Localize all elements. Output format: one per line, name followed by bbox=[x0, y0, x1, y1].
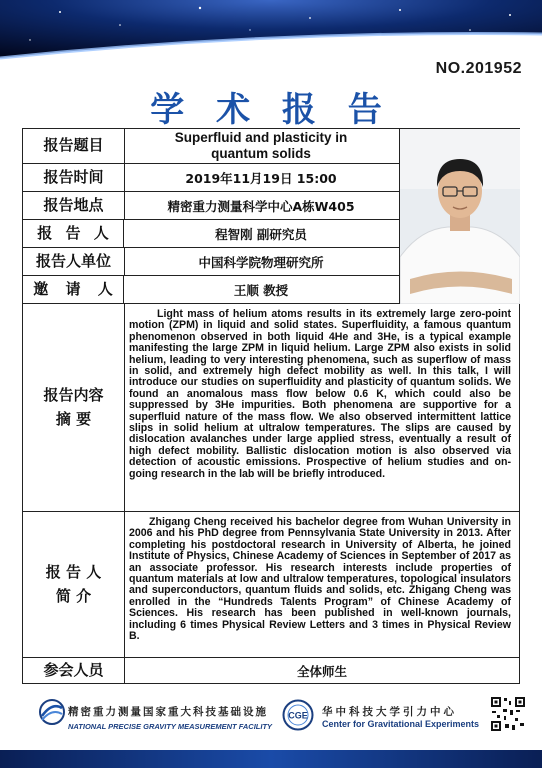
bio-label-line-1: 报 告 人 bbox=[45, 563, 102, 582]
bio-label-line-2: 简 介 bbox=[55, 586, 92, 605]
value-place: 精密重力测量科学中心A栋W405 bbox=[167, 198, 355, 214]
facility-name-cn: 精密重力测量国家重大科技基础设施 bbox=[68, 706, 268, 718]
bio-text: Zhigang Cheng received his bachelor degree from Wuhan University in 2006 and his PhD degree from Pennsylvania State University in 2013. After completing his postdoctoral research in University of Alberta, he joined Institute of Physics, Chinese Academy of Sciences in September of 2017 as an associate professor. His research interests include properties of quantum materials at low and ultralow temperatures, topological insulators and superconductors, quantum fluids and solids, etc. Zhigang Cheng was enrolled in the “Hundreds Talents Program” of Chinese Academy of Sciences. His research has been published in well-known journals, including 6 times Physical Review Letters and 3 times in Physical Review B. bbox=[129, 516, 511, 643]
value-time: 2019年11月19日 15:00 bbox=[185, 170, 337, 186]
row-abstract bbox=[23, 304, 519, 512]
label-speaker: 报 告 人 bbox=[23, 220, 124, 247]
abstract-label-line-2: 摘 要 bbox=[55, 409, 92, 428]
label-inviter: 邀 请 人 bbox=[23, 276, 124, 303]
label-abstract bbox=[23, 304, 125, 511]
label-attendees: 参会人员 bbox=[23, 658, 125, 683]
abstract-text: Light mass of helium atoms results in its extremely large zero-point motion (ZPM) in liquid and solid states. Superfluidity, a famous quantum phenomenon observed in both liquid 4He and 3He, is a typical example manifesting the large ZPM in liquid helium. Large ZPM also exists in solid helium, leading to very interesting phenomena, such as superflow of mass in solid, and extremely high defect mobility as well. In this talk, I will introduce our studies on superfluidity and plasticity of quantum solids. We found an anomalous mass flow below 0.6 K, which could also be suppressed by 3He impurities. Both phenomena are supportive for a superfluid nature of the mass flow. We also observed intermittent lattice slips in solid helium at ultralow temperatures. The slips are caused by dislocation avalanches under large applied stress, eventually a result of high defect mobility. Ballistic dislocation motion is also observed via detection of acoustic emissions. Prospective of helium studies and on-going research in the lab will be briefly introduced. bbox=[129, 308, 511, 480]
center-name-en: Center for Gravitational Experiments bbox=[322, 719, 480, 729]
speaker-portrait-image bbox=[400, 129, 520, 304]
label-time: 报告时间 bbox=[23, 164, 125, 191]
cge-logo-icon bbox=[282, 699, 314, 735]
value-attendees: 全体师生 bbox=[296, 663, 347, 679]
center-name-cn: 华中科技大学引力中心 bbox=[322, 706, 457, 718]
label-topic: 报告题目 bbox=[23, 129, 125, 163]
row-attendees bbox=[23, 658, 519, 683]
facility-name-en: NATIONAL PRECISE GRAVITY MEASUREMENT FACILITY bbox=[68, 722, 273, 731]
abstract-label-line-1: 报告内容 bbox=[43, 386, 104, 405]
topic-line-1: Superfluid and plasticity in bbox=[174, 129, 348, 145]
row-bio bbox=[23, 512, 519, 658]
speaker-photo bbox=[399, 129, 520, 304]
cge-logo-text: CGE bbox=[288, 710, 308, 721]
facility-logo-icon bbox=[38, 698, 66, 730]
value-unit: 中国科学院物理研究所 bbox=[198, 254, 324, 270]
document-number: NO.201952 bbox=[435, 60, 522, 77]
qr-code-icon bbox=[490, 696, 526, 732]
value-inviter: 王顺 教授 bbox=[233, 282, 289, 298]
value-speaker: 程智刚 副研究员 bbox=[215, 226, 307, 242]
info-table bbox=[22, 128, 520, 684]
topic-line-2: quantum solids bbox=[211, 146, 311, 161]
page-title: 学 术 报 告 bbox=[150, 90, 392, 130]
label-bio bbox=[23, 512, 125, 657]
label-unit: 报告人单位 bbox=[23, 248, 125, 275]
footer-color-bar bbox=[0, 750, 542, 768]
value-topic bbox=[125, 129, 397, 163]
label-place: 报告地点 bbox=[23, 192, 125, 219]
